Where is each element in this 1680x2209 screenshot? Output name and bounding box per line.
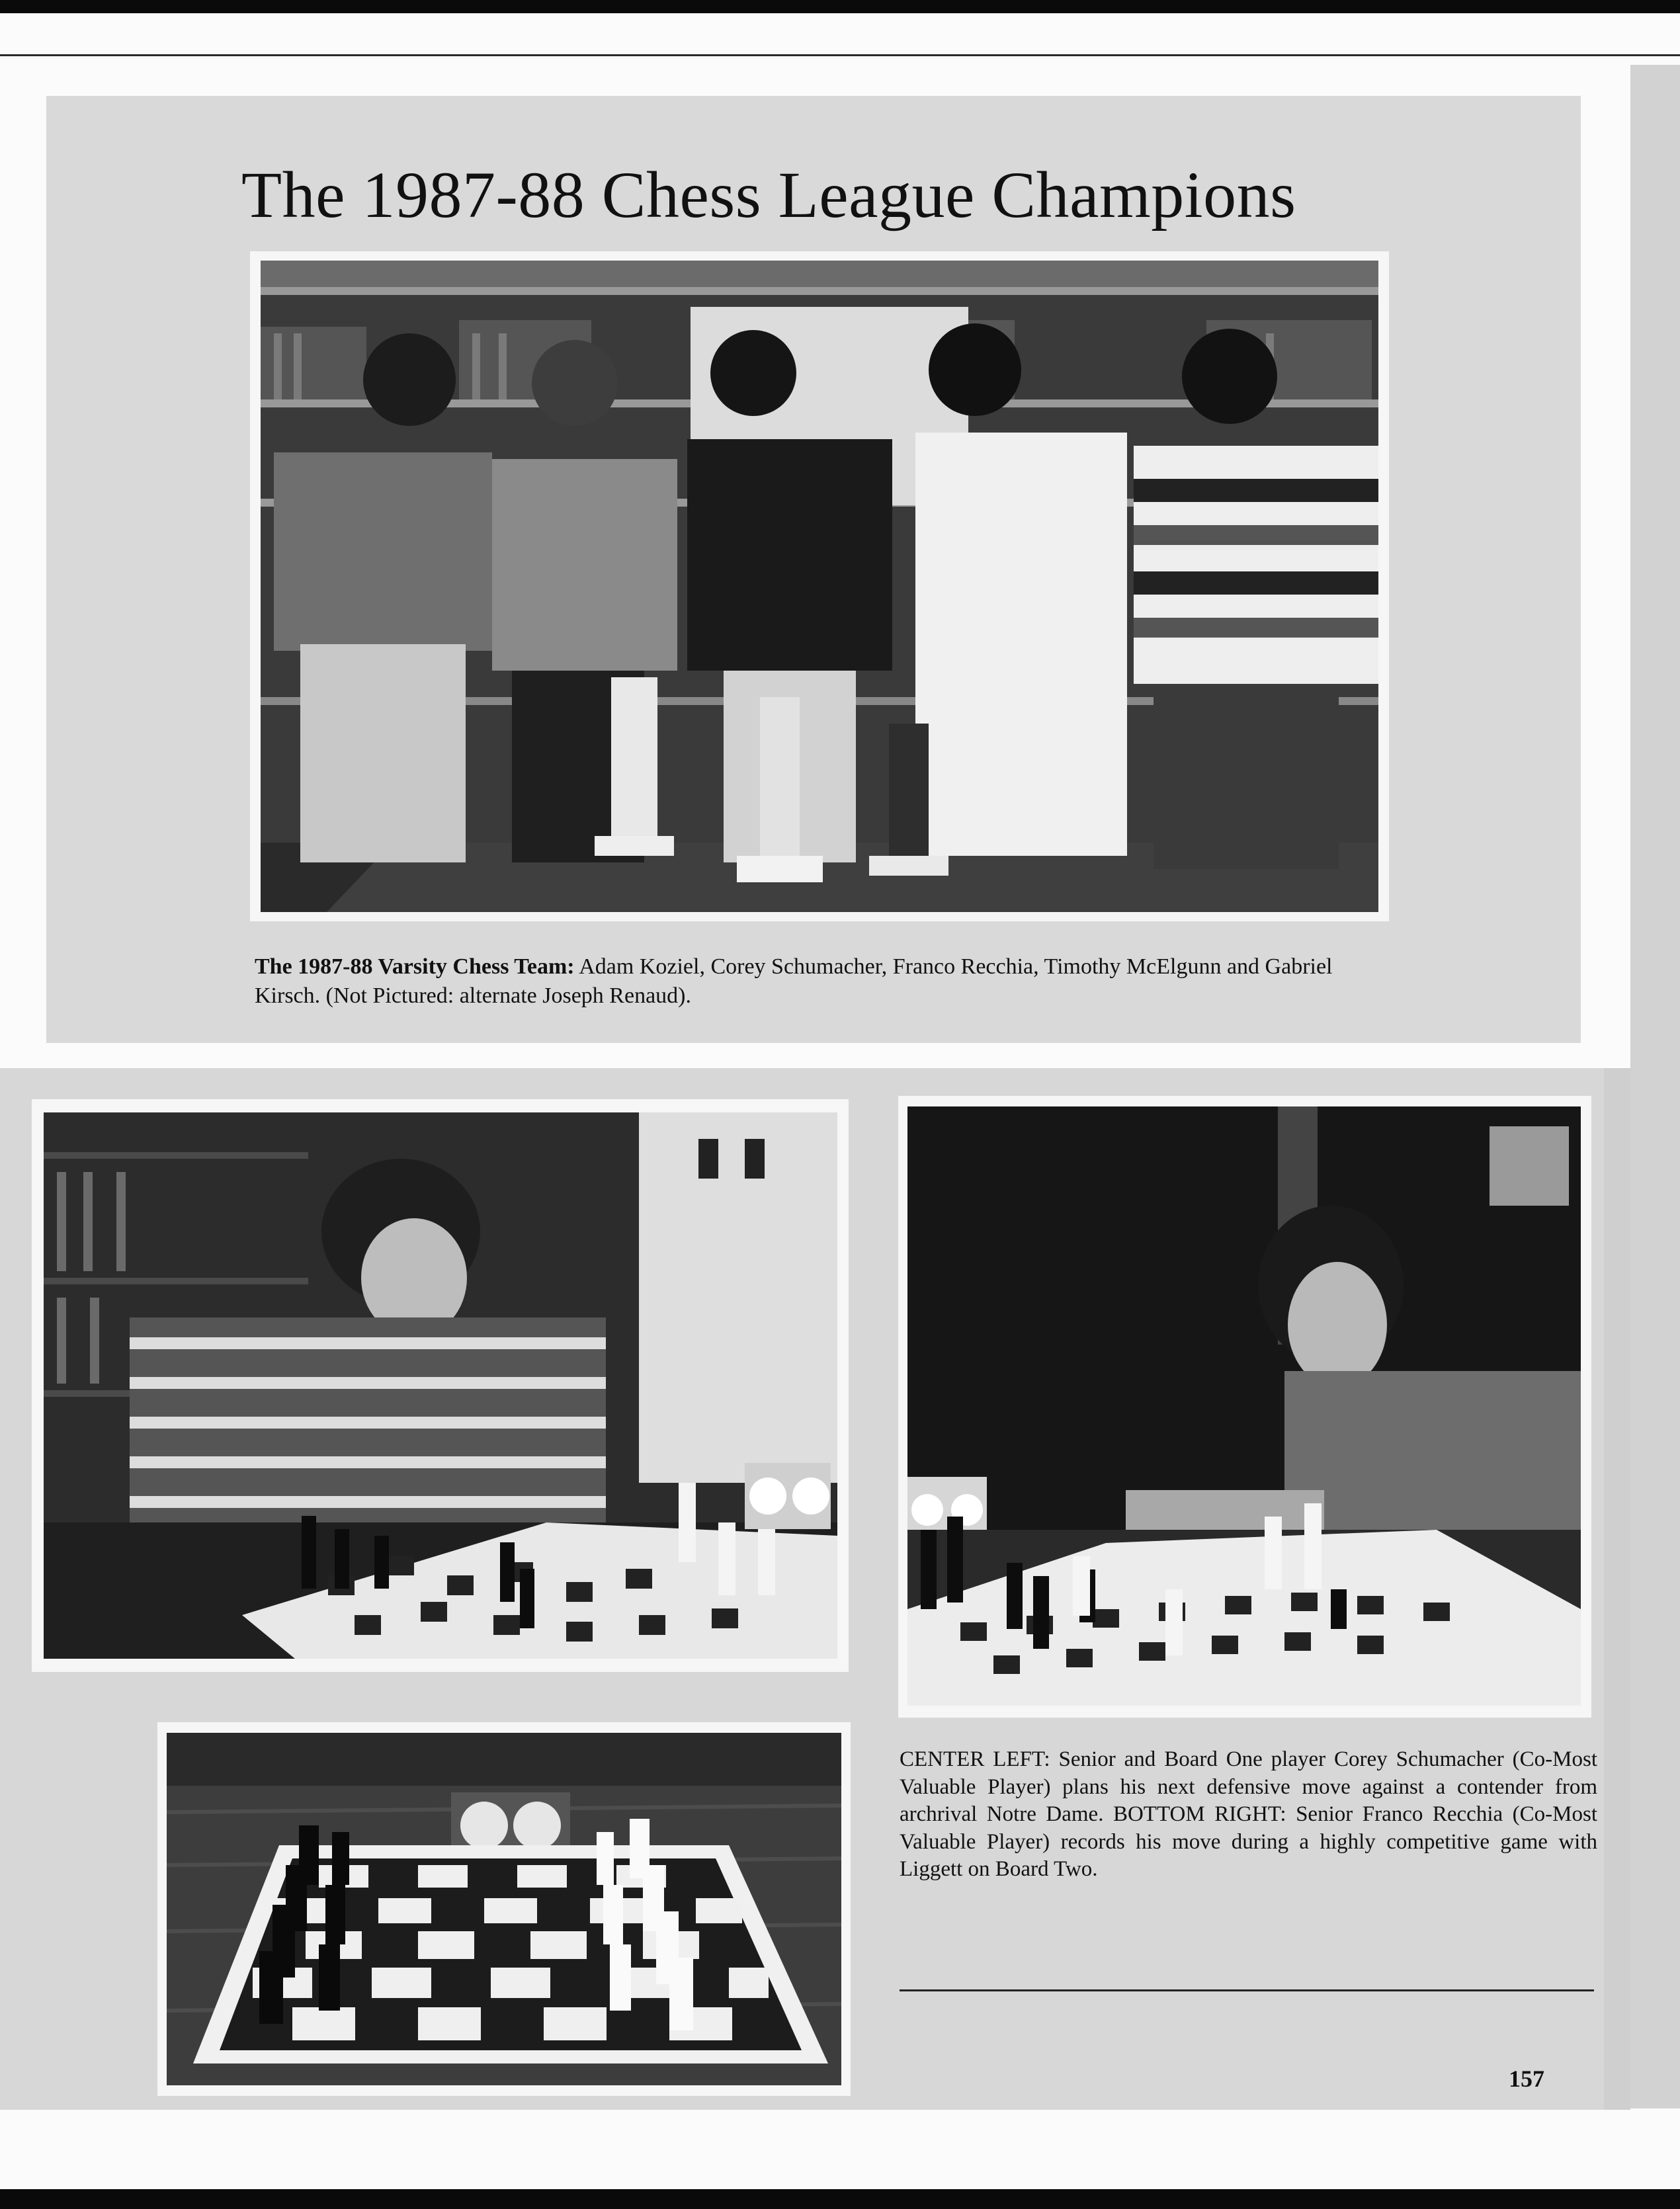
- photo-caption: CENTER LEFT: Senior and Board One player Corey Schumacher (Co-Most Valuable Player) plans his next defensive move against a contender from archrival Notre Dame. BOTTOM RIGHT: Senior Franco Recchia (Co-Most Valuable Player) records his move during a highly competitive game with Liggett on Board Two.: [900, 1747, 1597, 1882]
- top-edge: [0, 0, 1680, 13]
- player-writing-photo-icon: [907, 1106, 1581, 1706]
- player-thinking-photo-icon: [44, 1112, 837, 1659]
- center-left-photo-frame: [32, 1099, 849, 1672]
- bottom-left-photo-frame: [157, 1722, 851, 2096]
- top-rule: [0, 54, 1680, 56]
- page-title: The 1987-88 Chess League Champions: [241, 158, 1296, 231]
- team-photo-frame: [250, 251, 1389, 921]
- page-number: 157: [1509, 2065, 1544, 2092]
- team-caption-names: Adam Koziel, Corey Schumacher, Franco Recchia, Timothy McElgunn and Gabriel Kirsch. (Not Pictured: alternate Joseph Renaud).: [255, 954, 1333, 1009]
- caption-rule: [900, 1989, 1594, 1991]
- team-caption-lead: The 1987-88 Varsity Chess Team:: [255, 954, 575, 979]
- team-photo-icon: [261, 261, 1378, 912]
- chessboard-photo-icon: [167, 1733, 841, 2085]
- right-margin-strip: [1630, 65, 1680, 2108]
- bottom-edge: [0, 2189, 1680, 2209]
- bottom-right-photo-frame: [898, 1096, 1591, 1718]
- team-caption: [255, 952, 1392, 1011]
- bottom-panel-shadow: [1604, 1068, 1630, 2110]
